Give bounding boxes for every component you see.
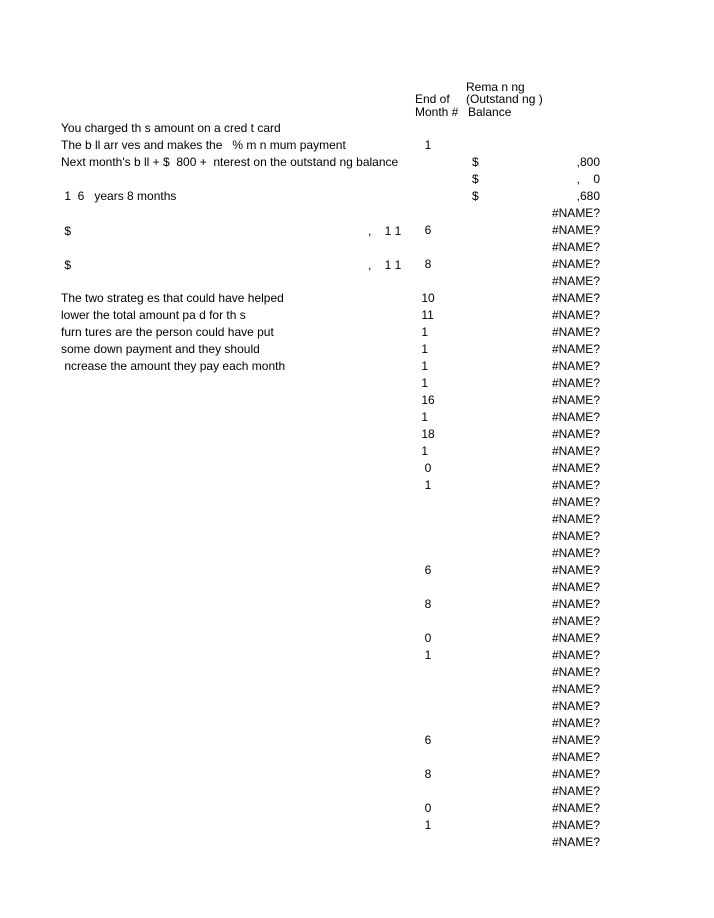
- table-row: [0, 546, 714, 563]
- table-row: [0, 206, 714, 223]
- month-cell: 6: [418, 563, 432, 577]
- header-month-line2: Month #: [415, 105, 459, 119]
- table-row: [0, 750, 714, 767]
- month-cell: 0: [418, 801, 432, 815]
- month-cell: 16: [418, 393, 435, 407]
- balance-cell: #NAME?: [551, 444, 600, 458]
- balance-cell: #NAME?: [551, 291, 600, 305]
- month-cell: 1: [418, 325, 429, 339]
- table-row: [0, 291, 714, 308]
- header-remaining-line1: Rema n ng: [466, 80, 525, 94]
- dollar-sign-cell: $: [472, 155, 479, 169]
- month-cell: 1: [418, 138, 432, 152]
- month-cell: 1: [418, 444, 429, 458]
- table-row: [0, 461, 714, 478]
- balance-cell: #NAME?: [551, 461, 600, 475]
- balance-cell: #NAME?: [551, 699, 600, 713]
- strategy-line4: some down payment and they should: [61, 342, 260, 356]
- header-remaining-line3: Balance: [468, 105, 512, 119]
- month-cell: 0: [418, 631, 432, 645]
- table-row: [0, 274, 714, 291]
- balance-cell: #NAME?: [551, 342, 600, 356]
- header-remaining-line2: (Outstand ng ): [466, 92, 543, 106]
- month-cell: 11: [418, 308, 434, 322]
- balance-cell: ,680: [576, 189, 600, 203]
- dollar-sign-cell: $: [472, 172, 479, 186]
- balance-cell: #NAME?: [551, 274, 600, 288]
- table-row: [0, 784, 714, 801]
- table-row: [0, 665, 714, 682]
- balance-cell: #NAME?: [551, 716, 600, 730]
- table-row: [0, 767, 714, 784]
- balance-cell: #NAME?: [551, 512, 600, 526]
- month-cell: 1: [418, 410, 429, 424]
- month-cell: 1: [418, 478, 432, 492]
- table-row: [0, 580, 714, 597]
- row-b-dollar: $: [61, 258, 72, 272]
- left-text-line1: You charged th s amount on a cred t card: [61, 121, 281, 135]
- balance-cell: #NAME?: [551, 597, 600, 611]
- table-row: [0, 308, 714, 325]
- table-row: [0, 393, 714, 410]
- month-cell: 6: [418, 223, 432, 237]
- balance-cell: #NAME?: [551, 767, 600, 781]
- month-cell: 10: [418, 291, 435, 305]
- balance-cell: #NAME?: [551, 750, 600, 764]
- table-row: [0, 597, 714, 614]
- table-row: [0, 359, 714, 376]
- table-row: [0, 410, 714, 427]
- duration-text: 1 6 years 8 months: [61, 189, 177, 203]
- month-cell: 8: [418, 257, 432, 271]
- month-cell: 1: [418, 376, 429, 390]
- balance-cell: #NAME?: [551, 359, 600, 373]
- month-cell: 1: [418, 359, 429, 373]
- month-cell: 8: [418, 597, 432, 611]
- table-row: [0, 818, 714, 835]
- table-row: [0, 478, 714, 495]
- table-row: [0, 240, 714, 257]
- balance-cell: #NAME?: [551, 818, 600, 832]
- table-row: [0, 835, 714, 852]
- table-row: [0, 648, 714, 665]
- table-row: [0, 699, 714, 716]
- table-row: [0, 512, 714, 529]
- table-row: [0, 563, 714, 580]
- balance-cell: #NAME?: [551, 308, 600, 322]
- balance-cell: #NAME?: [551, 563, 600, 577]
- balance-cell: #NAME?: [551, 376, 600, 390]
- table-row: [0, 444, 714, 461]
- table-row: [0, 376, 714, 393]
- strategy-line3: furn tures are the person could have put: [61, 325, 274, 339]
- balance-cell: #NAME?: [551, 240, 600, 254]
- row-a-dollar: $: [61, 224, 72, 238]
- table-row: [0, 614, 714, 631]
- balance-cell: #NAME?: [551, 427, 600, 441]
- left-text-line3: Next month's b ll + $ 800 + nterest on the outstand ng balance: [61, 155, 399, 169]
- month-cell: 8: [418, 767, 432, 781]
- table-row: [0, 682, 714, 699]
- table-row: [0, 189, 714, 206]
- strategy-line1: The two strateg es that could have helped: [61, 291, 284, 305]
- balance-cell: #NAME?: [551, 257, 600, 271]
- month-cell: 18: [418, 427, 435, 441]
- balance-cell: ,800: [576, 155, 600, 169]
- header-month-line1: End of: [415, 92, 450, 106]
- table-row: [0, 427, 714, 444]
- strategy-line5: ncrease the amount they pay each month: [61, 359, 286, 373]
- table-row: [0, 325, 714, 342]
- balance-cell: #NAME?: [551, 733, 600, 747]
- table-row: [0, 172, 714, 189]
- balance-cell: #NAME?: [551, 495, 600, 509]
- balance-cell: #NAME?: [551, 529, 600, 543]
- balance-cell: #NAME?: [551, 801, 600, 815]
- strategy-line2: lower the total amount pa d for th s: [61, 308, 246, 322]
- dollar-sign-cell: $: [472, 189, 479, 203]
- row-b-value: , 1 1: [368, 258, 402, 272]
- balance-cell: #NAME?: [551, 648, 600, 662]
- balance-cell: #NAME?: [551, 631, 600, 645]
- balance-cell: #NAME?: [551, 580, 600, 594]
- table-row: [0, 716, 714, 733]
- balance-cell: #NAME?: [551, 546, 600, 560]
- table-row: [0, 529, 714, 546]
- table-row: [0, 121, 714, 138]
- table-row: [0, 223, 714, 240]
- balance-cell: #NAME?: [551, 682, 600, 696]
- table-row: [0, 495, 714, 512]
- month-cell: 1: [418, 818, 432, 832]
- balance-cell: #NAME?: [551, 784, 600, 798]
- balance-cell: #NAME?: [551, 614, 600, 628]
- table-row: [0, 342, 714, 359]
- balance-cell: #NAME?: [551, 325, 600, 339]
- left-text-line2: The b ll arr ves and makes the % m n mum payment: [61, 138, 346, 152]
- balance-cell: , 0: [576, 172, 600, 186]
- month-cell: 1: [418, 648, 432, 662]
- balance-cell: #NAME?: [551, 223, 600, 237]
- balance-cell: #NAME?: [551, 665, 600, 679]
- row-a-value: , 1 1: [368, 224, 402, 238]
- table-row: [0, 257, 714, 274]
- table-row: [0, 631, 714, 648]
- month-cell: 6: [418, 733, 432, 747]
- table-row: [0, 801, 714, 818]
- month-cell: 1: [418, 342, 429, 356]
- table-row: [0, 138, 714, 155]
- balance-cell: #NAME?: [551, 410, 600, 424]
- balance-cell: #NAME?: [551, 835, 600, 849]
- month-cell: 0: [418, 461, 432, 475]
- table-row: [0, 733, 714, 750]
- balance-cell: #NAME?: [551, 206, 600, 220]
- table-row: [0, 155, 714, 172]
- balance-cell: #NAME?: [551, 478, 600, 492]
- balance-cell: #NAME?: [551, 393, 600, 407]
